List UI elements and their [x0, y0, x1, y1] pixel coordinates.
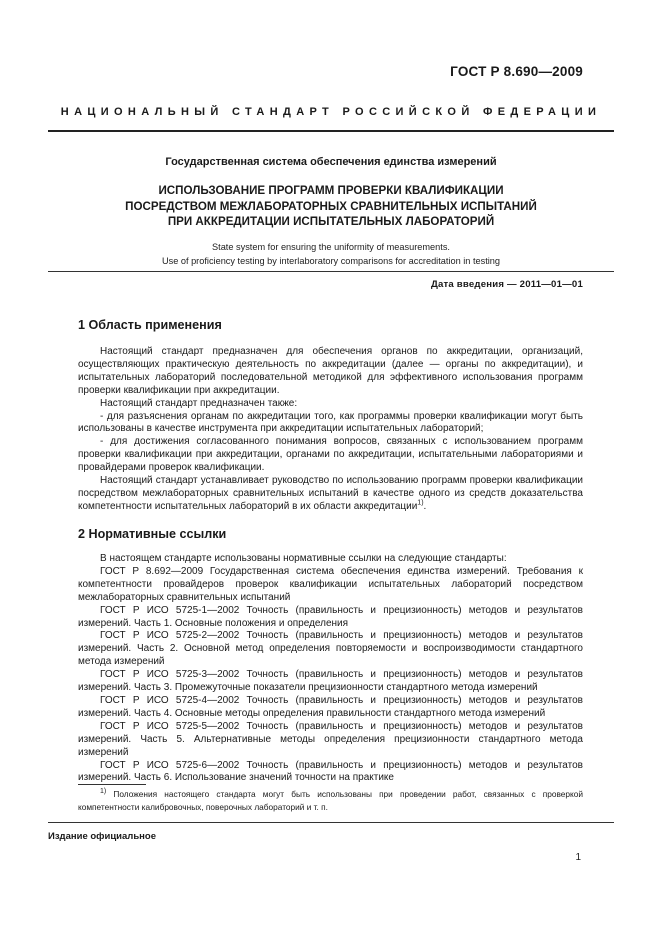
reference-item: ГОСТ Р ИСО 5725-5—2002 Точность (правильность и прецизионность) методов и результатов измерений. Часть 5. Альтернативные методы определения прецизионности стандартного метода измерений: [78, 720, 583, 758]
system-name: Государственная система обеспечения единства измерений: [165, 156, 497, 168]
section-1-heading: 1 Область применения: [78, 318, 222, 332]
section-2-body: [78, 553, 583, 785]
header-divider: [48, 130, 614, 132]
reference-item: ГОСТ Р ИСО 5725-1—2002 Точность (правильность и прецизионность) методов и результатов измерений. Часть 1. Основные положения и определения: [78, 604, 583, 629]
footer-divider: [48, 822, 614, 823]
section-2-heading: 2 Нормативные ссылки: [78, 527, 227, 541]
english-title-line: Use of proficiency testing by interlaboratory comparisons for accreditation in testing: [161, 256, 501, 266]
english-title-line: State system for ensuring the uniformity of measurements.: [212, 242, 450, 252]
page-number: 1: [575, 852, 581, 863]
title-line: ИСПОЛЬЗОВАНИЕ ПРОГРАММ ПРОВЕРКИ КВАЛИФИКАЦИИ: [158, 184, 504, 197]
introduction-date: Дата введения — 2011—01—01: [430, 279, 583, 290]
title-line: ПОСРЕДСТВОМ МЕЖЛАБОРАТОРНЫХ СРАВНИТЕЛЬНЫХ ИСПЫТАНИЙ: [125, 199, 537, 213]
footnote: [78, 788, 583, 814]
footnote-mark: 1): [100, 788, 107, 796]
national-standard-banner: НАЦИОНАЛЬНЫЙ СТАНДАРТ РОССИЙСКОЙ ФЕДЕРАЦИИ: [60, 106, 602, 118]
title-divider: [48, 271, 614, 272]
reference-item: ГОСТ Р ИСО 5725-4—2002 Точность (правильность и прецизионность) методов и результатов измерений. Часть 4. Основные методы определения правильности стандартного метода измерений: [78, 694, 583, 719]
footnote-reference: 1): [417, 499, 424, 507]
list-item: - для разъяснения органам по аккредитации того, как программы проверки квалификации могут быть использованы в качестве инструмента при аккредитации испытательных лабораторий;: [78, 410, 583, 435]
paragraph-text: Настоящий стандарт устанавливает руководство по использованию программ проверки квалификации посредством межлабораторных сравнительных испытаний в качестве одного из средств доказательства компетентности испытательных лабораторий в их области аккредитации: [78, 475, 583, 512]
official-edition-label: Издание официальное: [48, 831, 156, 842]
reference-item: ГОСТ Р 8.692—2009 Государственная система обеспечения единства измерений. Требования к компетентности провайдеров проверок квалификации испытательных лабораторий посредством межлабораторных сравнительных испытаний: [78, 565, 583, 603]
footnote-text: [78, 788, 583, 814]
list-item: - для достижения согласованного понимания вопросов, связанных с использованием программ проверки квалификации при аккредитации, органами по аккредитации, испытательными лабораториями и провайдерами проверок квалификации.: [78, 436, 583, 474]
standard-title: [48, 183, 614, 230]
paragraph: Настоящий стандарт предназначен также:: [100, 397, 298, 409]
english-title: [48, 240, 614, 268]
paragraph: Настоящий стандарт предназначен для обеспечения органов по аккредитации, организаций, осуществляющих практическую деятельность по аккредитации (далее — органы по аккредитации), и испытательных лабораторий последовательной методикой для эффективного использования программ проверки квалификации при аккредитации.: [78, 346, 583, 396]
reference-item: ГОСТ Р ИСО 5725-3—2002 Точность (правильность и прецизионность) методов и результатов измерений. Часть 3. Промежуточные показатели прецизионности стандартного метода измерений: [78, 669, 583, 694]
footnote-body: Положения настоящего стандарта могут быть использованы при проведении работ, связанных с проверкой компетентности калибровочных, поверочных лабораторий и т. п.: [78, 789, 583, 812]
footnote-divider: [78, 784, 146, 785]
reference-item: ГОСТ Р ИСО 5725-2—2002 Точность (правильность и прецизионность) методов и результатов измерений. Часть 2. Основной метод определения повторяемости и воспроизводимости стандартного метода измерений: [78, 630, 583, 668]
document-code: ГОСТ Р 8.690—2009: [450, 64, 583, 79]
paragraph: В настоящем стандарте использованы нормативные ссылки на следующие стандарты:: [100, 553, 507, 564]
section-1-body: [78, 346, 583, 514]
reference-item: ГОСТ Р ИСО 5725-6—2002 Точность (правильность и прецизионность) методов и результатов измерений. Часть 6. Использование значений точности на практике: [78, 759, 583, 784]
title-line: ПРИ АККРЕДИТАЦИИ ИСПЫТАТЕЛЬНЫХ ЛАБОРАТОРИЙ: [167, 215, 495, 228]
paragraph: Настоящий стандарт устанавливает руководство по использованию программ проверки квалификации посредством межлабораторных сравнительных испытаний в качестве одного из средств доказательства компетентности испытательных лабораторий в их области аккредитации$^{1)}$.: [78, 475, 583, 512]
